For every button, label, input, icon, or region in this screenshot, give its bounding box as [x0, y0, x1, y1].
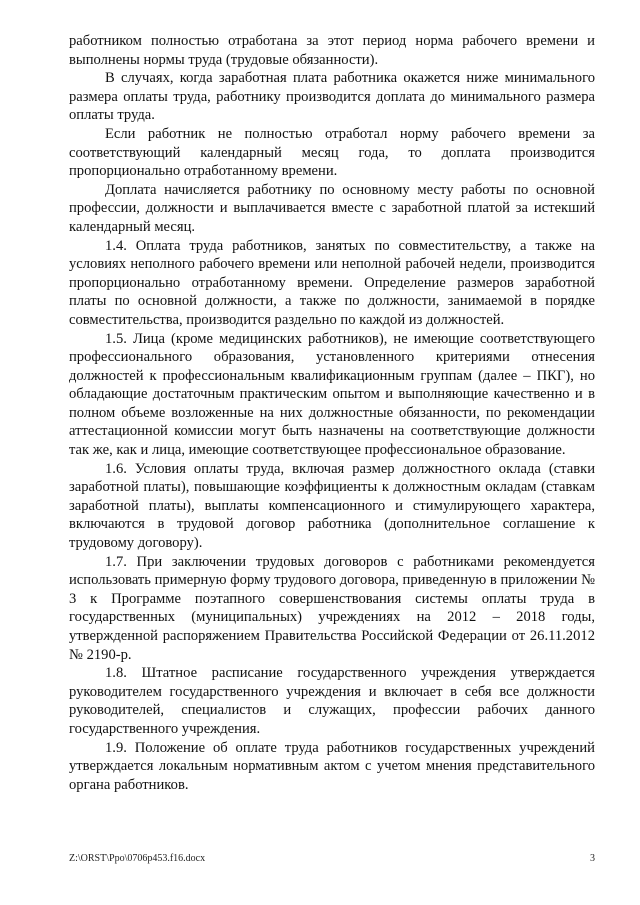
paragraph-clause-1-6: 1.6. Условия оплаты труда, включая размер должностного оклада (ставки заработной платы), повышающие коэффициенты к должностным окладам (ставкам заработной платы), выплаты компенсационного и стимулирующего характера, включаются в трудовой договор работника (дополнительное соглашение к трудовому договору).: [69, 460, 595, 552]
footer-file-path: Z:\ORST\Ppo\0706p453.f16.docx: [69, 853, 206, 864]
paragraph-clause-1-8: 1.8. Штатное расписание государственного учреждения утверждается руководителем государственного учреждения и включает в себя все должности руководителей, специалистов и служащих, профессии рабочих данного государственного учреждения.: [69, 665, 595, 737]
paragraph-clause-1-5: 1.5. Лица (кроме медицинских работников), не имеющие соответствующего профессионального образования, установленного критериями отнесения должностей к профессиональным квалификационным группам (далее – ПКГ), но обладающие достаточным практическим опытом и выполняющие качественно и в полном объеме возложенные на них должностные обязанности, по рекомендации аттестационной комиссии могут быть назначены на соответствующие должности так же, как и лица, имеющие соответствующее профессиональное образование.: [69, 330, 595, 459]
document-body: [69, 32, 595, 794]
paragraph-minimum-wage: В случаях, когда заработная плата работника окажется ниже минимального размера оплаты труда, работнику производится доплата до минимального размера оплаты труда.: [69, 70, 595, 124]
paragraph-clause-1-4: 1.4. Оплата труда работников, занятых по совместительству, а также на условиях неполного рабочего времени или неполной рабочей недели, производится пропорционально отработанному времени. Определение размеров заработной платы по основной должности, а также по должности, занимаемой в порядке совместительства, производится раздельно по каждой из должностей.: [69, 237, 595, 328]
paragraph-continuation: работником полностью отработана за этот период норма рабочего времени и выполнены нормы труда (трудовые обязанности).: [69, 33, 595, 68]
paragraph-proportional-payment: Если работник не полностью отработал норму рабочего времени за соответствующий календарный месяц года, то доплата производится пропорционально отработанному времени.: [69, 125, 595, 180]
page-number: 3: [590, 853, 595, 864]
paragraph-supplement-accrual: Доплата начисляется работнику по основному месту работы по основной профессии, должности и выплачивается вместе с заработной платой за истекший календарный месяц.: [69, 181, 595, 235]
paragraph-clause-1-7: 1.7. При заключении трудовых договоров с работниками рекомендуется использовать примерную форму трудового договора, приведенную в приложении № 3 к Программе поэтапного совершенствования системы оплаты труда в государственных (муниципальных) учреждениях на 2012 – 2018 годы, утвержденной распоряжением Правительства Российской Федерации от 26.11.2012 № 2190-р.: [69, 553, 595, 663]
paragraph-clause-1-9: 1.9. Положение об оплате труда работников государственных учреждений утверждается локальным нормативным актом с учетом мнения представительного органа работников.: [69, 739, 595, 793]
